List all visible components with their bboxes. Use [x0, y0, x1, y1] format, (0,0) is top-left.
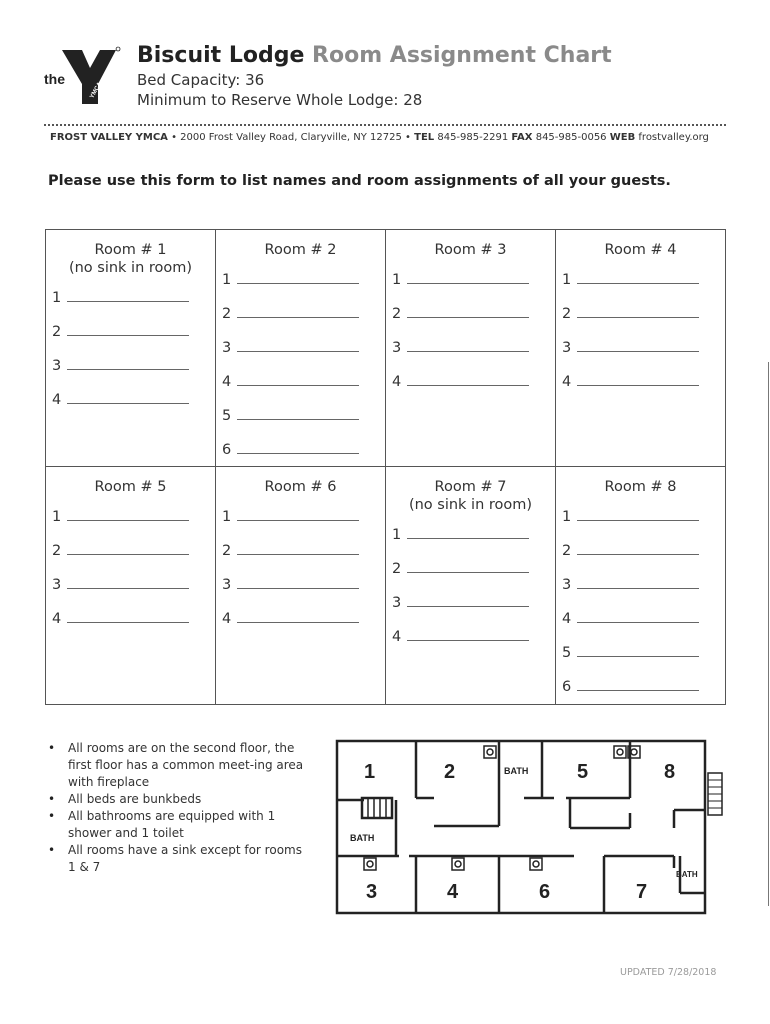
slot-number: 2: [562, 543, 572, 559]
tel-number: 845-985-2291: [437, 132, 509, 143]
slot-number: 4: [52, 392, 62, 408]
slot-number: 4: [562, 611, 572, 627]
name-blank-line[interactable]: [67, 575, 189, 589]
guest-slot[interactable]: [46, 609, 215, 643]
plan-room-7: 7: [636, 881, 648, 903]
guest-slot[interactable]: [216, 338, 385, 372]
slot-number: 5: [562, 645, 572, 661]
slot-number: 1: [392, 272, 402, 288]
slot-number: 3: [52, 577, 62, 593]
guest-slot[interactable]: [556, 270, 725, 304]
slot-number: 2: [222, 543, 232, 559]
plan-room-2: 2: [444, 761, 456, 783]
room-title: Room # 4: [604, 242, 677, 258]
guest-slot[interactable]: [556, 372, 725, 406]
guest-slot[interactable]: [216, 575, 385, 609]
guest-slot[interactable]: [556, 338, 725, 372]
web-label: WEB: [609, 132, 636, 143]
name-blank-line[interactable]: [67, 390, 189, 404]
guest-slot[interactable]: [386, 304, 555, 338]
note-item: • All bathrooms are equipped with 1 shower and 1 toilet: [48, 808, 308, 842]
minimum-reserve: Minimum to Reserve Whole Lodge: 28: [137, 91, 423, 109]
floor-plan: [334, 738, 726, 916]
slot-number: 5: [222, 408, 232, 424]
plan-room-6: 6: [539, 881, 551, 903]
name-blank-line[interactable]: [67, 541, 189, 555]
guest-slot[interactable]: [386, 525, 555, 559]
name-blank-line[interactable]: [407, 525, 529, 539]
guest-slot[interactable]: [216, 372, 385, 406]
guest-slot[interactable]: [216, 304, 385, 338]
title-rest: Room Assignment Chart: [312, 43, 612, 68]
guest-slot[interactable]: [556, 643, 725, 677]
plan-bath-label: BATH: [350, 833, 375, 843]
name-blank-line[interactable]: [237, 372, 359, 386]
name-blank-line[interactable]: [237, 304, 359, 318]
name-blank-line[interactable]: [577, 643, 699, 657]
slot-number: 3: [392, 595, 402, 611]
guest-slot[interactable]: [46, 356, 215, 390]
lodge-name: Biscuit Lodge: [137, 43, 305, 68]
guest-slot[interactable]: [556, 575, 725, 609]
slot-number: 2: [392, 561, 402, 577]
name-blank-line[interactable]: [237, 440, 359, 454]
slot-number: 1: [392, 527, 402, 543]
guest-slot[interactable]: [556, 304, 725, 338]
name-blank-line[interactable]: [407, 338, 529, 352]
room-note: (no sink in room): [408, 497, 533, 513]
room-cell: [216, 467, 386, 704]
contact-line: FROST VALLEY YMCA • 2000 Frost Valley Road, Claryville, NY 12725 • TEL 845-985-2291 FAX 845-985-0056 WEB frostvalley.org: [50, 132, 709, 143]
slot-number: 2: [52, 543, 62, 559]
ymca-logo: [42, 44, 124, 108]
name-blank-line[interactable]: [67, 288, 189, 302]
slot-number: 4: [222, 611, 232, 627]
slot-number: 4: [392, 374, 402, 390]
name-blank-line[interactable]: [237, 338, 359, 352]
updated-date: UPDATED 7/28/2018: [620, 967, 717, 978]
room-title: Room # 1: [94, 242, 167, 258]
slot-number: 4: [562, 374, 572, 390]
slot-number: 2: [222, 306, 232, 322]
guest-slot[interactable]: [386, 338, 555, 372]
name-blank-line[interactable]: [407, 627, 529, 641]
slot-number: 1: [222, 509, 232, 525]
name-blank-line[interactable]: [237, 541, 359, 555]
room-note: (no sink in room): [68, 260, 193, 276]
instructions: Please use this form to list names and room assignments of all your guests.: [48, 173, 671, 189]
plan-room-5: 5: [577, 761, 589, 783]
room-cell: [556, 467, 725, 704]
slot-number: 6: [222, 442, 232, 458]
guest-slot[interactable]: [216, 541, 385, 575]
guest-slot[interactable]: [216, 507, 385, 541]
tel-label: TEL: [414, 132, 435, 143]
name-blank-line[interactable]: [407, 593, 529, 607]
room-title: Room # 8: [604, 479, 677, 495]
guest-slot[interactable]: [386, 627, 555, 661]
room-title: Room # 7: [434, 479, 507, 495]
name-blank-line[interactable]: [67, 609, 189, 623]
name-blank-line[interactable]: [67, 356, 189, 370]
name-blank-line[interactable]: [577, 304, 699, 318]
web-url: frostvalley.org: [638, 132, 709, 143]
fax-number: 845-985-0056: [535, 132, 607, 143]
guest-slot[interactable]: [386, 559, 555, 593]
room-cell: [556, 230, 725, 467]
logo-ymca-text: YMCA: [89, 81, 104, 100]
plan-room-3: 3: [366, 881, 378, 903]
plan-room-4: 4: [447, 881, 459, 903]
name-blank-line[interactable]: [237, 406, 359, 420]
guest-slot[interactable]: [556, 609, 725, 643]
room-cell: [216, 230, 386, 467]
org-name: FROST VALLEY YMCA: [50, 132, 168, 143]
guest-slot[interactable]: [216, 406, 385, 440]
room-grid: [45, 229, 726, 705]
slot-number: 3: [222, 340, 232, 356]
plan-bath-label: BATH: [676, 870, 698, 879]
guest-slot[interactable]: [46, 322, 215, 356]
room-title: Room # 2: [264, 242, 337, 258]
guest-slot[interactable]: [46, 507, 215, 541]
notes-list: [48, 740, 308, 876]
plan-room-1: 1: [364, 761, 376, 783]
name-blank-line[interactable]: [407, 270, 529, 284]
guest-slot[interactable]: [556, 677, 725, 711]
logo-the-text: the: [44, 71, 65, 87]
room-title: Room # 6: [264, 479, 337, 495]
guest-slot[interactable]: [46, 390, 215, 424]
guest-slot[interactable]: [386, 372, 555, 406]
name-blank-line[interactable]: [577, 507, 699, 521]
guest-slot[interactable]: [46, 288, 215, 322]
room-title: Room # 3: [434, 242, 507, 258]
address: 2000 Frost Valley Road, Claryville, NY 12725: [180, 132, 402, 143]
name-blank-line[interactable]: [67, 507, 189, 521]
slot-number: 1: [562, 272, 572, 288]
room-title: Room # 5: [94, 479, 167, 495]
room-cell: [46, 467, 216, 704]
guest-slot[interactable]: [556, 541, 725, 575]
plan-room-8: 8: [664, 761, 676, 783]
slot-number: 2: [392, 306, 402, 322]
page-title: [137, 43, 612, 68]
note-item: • All rooms are on the second floor, the first floor has a common meet-ing area with fireplace: [48, 740, 308, 791]
room-cell: [386, 230, 556, 467]
slot-number: 1: [52, 290, 62, 306]
name-blank-line[interactable]: [577, 338, 699, 352]
slot-number: 4: [222, 374, 232, 390]
plan-bath-label: BATH: [504, 766, 529, 776]
guest-slot[interactable]: [46, 541, 215, 575]
dotted-divider: [44, 124, 726, 126]
name-blank-line[interactable]: [577, 541, 699, 555]
slot-number: 3: [562, 340, 572, 356]
name-blank-line[interactable]: [577, 270, 699, 284]
name-blank-line[interactable]: [407, 372, 529, 386]
name-blank-line[interactable]: [577, 609, 699, 623]
bed-capacity: Bed Capacity: 36: [137, 71, 265, 89]
name-blank-line[interactable]: [407, 559, 529, 573]
name-blank-line[interactable]: [407, 304, 529, 318]
guest-slot[interactable]: [216, 609, 385, 643]
room-cell: [46, 230, 216, 467]
name-blank-line[interactable]: [237, 575, 359, 589]
guest-slot[interactable]: [556, 507, 725, 541]
note-item: • All beds are bunkbeds: [48, 791, 308, 808]
name-blank-line[interactable]: [577, 372, 699, 386]
name-blank-line[interactable]: [237, 507, 359, 521]
guest-slot[interactable]: [386, 593, 555, 627]
fax-label: FAX: [511, 132, 533, 143]
slot-number: 3: [52, 358, 62, 374]
guest-slot[interactable]: [46, 575, 215, 609]
room-cell: [386, 467, 556, 704]
slot-number: 4: [52, 611, 62, 627]
slot-number: 2: [52, 324, 62, 340]
slot-number: 1: [222, 272, 232, 288]
slot-number: 3: [392, 340, 402, 356]
name-blank-line[interactable]: [577, 575, 699, 589]
name-blank-line[interactable]: [237, 609, 359, 623]
slot-number: 4: [392, 629, 402, 645]
name-blank-line[interactable]: [577, 677, 699, 691]
guest-slot[interactable]: [386, 270, 555, 304]
note-item: • All rooms have a sink except for rooms 1 & 7: [48, 842, 308, 876]
name-blank-line[interactable]: [237, 270, 359, 284]
edge-line: [768, 362, 769, 906]
guest-slot[interactable]: [216, 270, 385, 304]
slot-number: 1: [562, 509, 572, 525]
slot-number: 2: [562, 306, 572, 322]
name-blank-line[interactable]: [67, 322, 189, 336]
slot-number: 3: [562, 577, 572, 593]
slot-number: 1: [52, 509, 62, 525]
slot-number: 6: [562, 679, 572, 695]
slot-number: 3: [222, 577, 232, 593]
